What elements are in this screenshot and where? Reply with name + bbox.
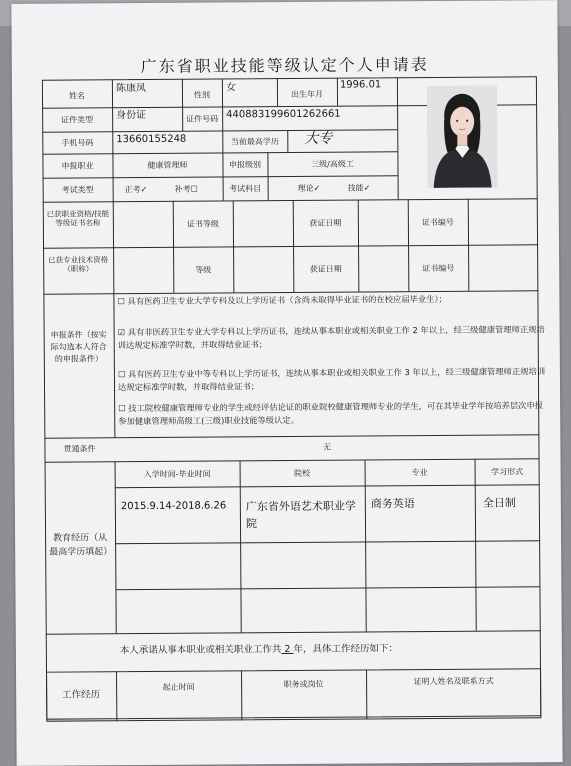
- condition-1[interactable]: ☐ 具有医药卫生专业大学专科及以上学历证书（含尚未取得毕业证书的在校应届毕业生）；: [117, 293, 447, 307]
- label-exam-type: 考试类型: [61, 185, 94, 195]
- value-birth: 1996.01: [339, 79, 382, 91]
- label-level: 申报级别: [228, 160, 262, 170]
- form-title: 广东省职业技能等级认定个人申请表: [140, 55, 429, 77]
- label-conditions: 申报条件（按实际勾选本人符合的申报条件）: [50, 330, 107, 364]
- commitment-years: 2: [284, 643, 291, 656]
- value-name: 陈康凤: [115, 82, 146, 95]
- edu-period: 2015.9.14-2018.6.26: [120, 500, 227, 513]
- value-gender: 女: [225, 82, 236, 94]
- label-exam-subject: 考试科目: [229, 184, 262, 194]
- value-subject-theory: 理论✓: [297, 183, 321, 193]
- label-cert-grade: 证书等级: [186, 219, 219, 229]
- col-mode: 学习形式: [491, 467, 524, 477]
- label-issue-date-2: 获证日期: [309, 264, 342, 274]
- portrait-image: [427, 86, 498, 188]
- label-vocational-cert: 已获职业资格/技能等级证书名称: [46, 209, 110, 228]
- edu-mode: 全日制: [482, 496, 516, 510]
- condition-3[interactable]: ☐ 具有医药卫生专业中等专科以上学历证书，连续从事本职业或相关职业工作 3 年以上，经三级健康管理师正规培训达规定标准学时数，并取得结业证书；: [117, 366, 546, 393]
- value-education: 大专: [304, 130, 333, 147]
- condition-2[interactable]: ☑ 具有非医药卫生专业大学专科以上学历证书，连续从事本职业或相关职业工作 2 年以上，经三级健康管理师正规培训达规定标准学时数，并取得结业证书；: [117, 324, 545, 351]
- label-work-history: 工作经历: [62, 689, 101, 701]
- label-phone: 手机号码: [61, 138, 94, 148]
- col-period: 入学时间-毕业时间: [143, 469, 211, 480]
- label-education: 当前最高学历: [230, 137, 279, 147]
- label-birth: 出生年月: [290, 89, 324, 99]
- value-exam-formal: 正考✓: [124, 184, 148, 195]
- label-tech-title: 已获专业技术资格（职称）: [48, 255, 109, 274]
- label-gender: 性别: [193, 90, 211, 100]
- edu-major: 商务英语: [370, 497, 415, 511]
- label-occupation: 申报职业: [61, 161, 94, 171]
- col-major: 专业: [411, 468, 428, 478]
- value-subject-skill: 技能✓: [347, 183, 371, 193]
- label-id-no: 证件号码: [186, 114, 219, 124]
- value-id-type: 身份证: [116, 109, 147, 122]
- label-grade: 等级: [195, 265, 212, 275]
- label-issue-date: 获证日期: [309, 218, 342, 228]
- value-level: 三级/高级工: [311, 159, 354, 169]
- value-exam-makeup: 补考☐: [174, 184, 198, 194]
- col-position: 职务或岗位: [283, 679, 324, 690]
- label-through: 贯通条件: [63, 444, 96, 454]
- value-id-no: 440883199601262661: [226, 108, 341, 121]
- col-witness: 证明人姓名及联系方式: [413, 676, 494, 687]
- application-form-sheet: [11, 0, 562, 766]
- condition-4[interactable]: ☐ 技工院校健康管理师专业的学生或经评估论证的职业院校健康管理师专业的学生，可在其毕业学年按培养层次申报参加健康管理师高级工(三级)职业技能等级认定。: [118, 400, 544, 427]
- label-cert-no-2: 证书编号: [422, 263, 455, 274]
- value-phone: 13660155248: [116, 133, 187, 146]
- col-start-end: 起止时间: [162, 682, 195, 692]
- col-school: 院校: [294, 468, 311, 478]
- value-through: 无: [322, 442, 331, 452]
- label-cert-no: 证书编号: [421, 217, 454, 228]
- value-occupation: 健康管理师: [147, 160, 188, 170]
- label-id-type: 证件类型: [61, 115, 94, 125]
- edu-school: 广东省外语艺术职业学院: [245, 499, 356, 531]
- label-edu-history: 教育经历（从最高学历填起）: [49, 533, 113, 559]
- applicant-photo: [427, 86, 498, 188]
- commitment-text: 本人承诺从事本职业或相关职业工作共 2 年，具体工作经历如下：: [119, 643, 399, 657]
- label-name: 姓名: [68, 91, 86, 101]
